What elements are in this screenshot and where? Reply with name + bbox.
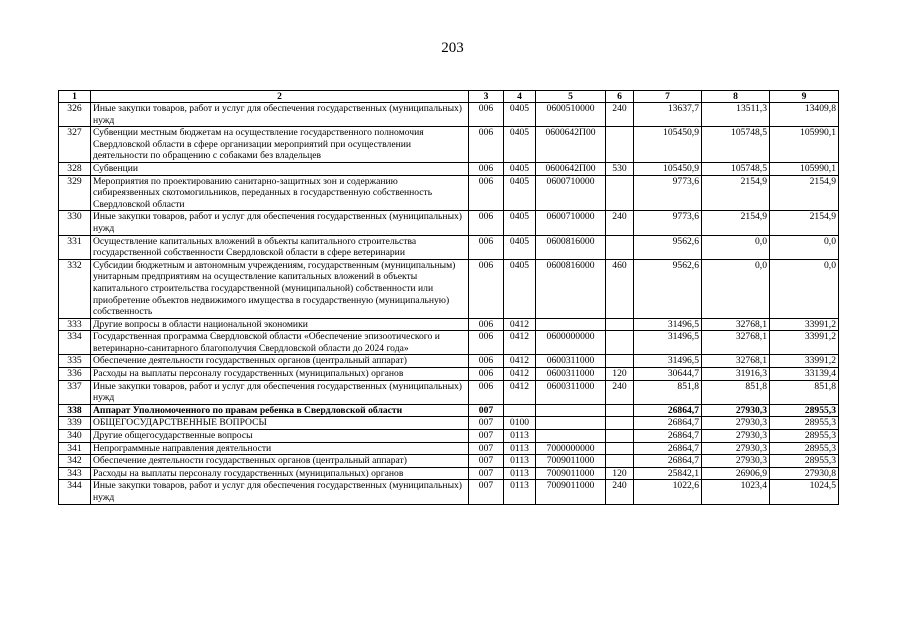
- row-amount-col9: 28955,3: [770, 417, 839, 430]
- row-description: ОБЩЕГОСУДАРСТВЕННЫЕ ВОПРОСЫ: [91, 417, 469, 430]
- row-code-expense-type: 240: [606, 211, 634, 235]
- row-number: 340: [59, 430, 91, 443]
- row-amount-col9: 0,0: [770, 259, 839, 318]
- table-header-row: [59, 91, 839, 103]
- row-code-grbs: 006: [469, 235, 504, 259]
- row-amount-col7: 26864,7: [634, 430, 702, 443]
- row-amount-col9: 851,8: [770, 380, 839, 404]
- table-row: [59, 417, 839, 430]
- row-amount-col7: 1022,6: [634, 480, 702, 504]
- row-amount-col9: 28955,3: [770, 455, 839, 468]
- table-row: [59, 162, 839, 175]
- row-amount-col8: 32768,1: [702, 318, 770, 331]
- row-amount-col7: 26864,7: [634, 442, 702, 455]
- column-header: 4: [504, 91, 536, 103]
- row-code-grbs: 006: [469, 162, 504, 175]
- row-number: 337: [59, 380, 91, 404]
- row-code-target: 0600510000: [536, 103, 606, 127]
- row-amount-col8: 27930,3: [702, 430, 770, 443]
- row-description: Субвенции: [91, 162, 469, 175]
- row-code-section: 0113: [504, 480, 536, 504]
- row-amount-col8: 13511,3: [702, 103, 770, 127]
- row-number: 343: [59, 467, 91, 480]
- row-code-grbs: 007: [469, 480, 504, 504]
- row-code-target: [536, 318, 606, 331]
- row-amount-col9: 33991,2: [770, 318, 839, 331]
- row-code-section: 0405: [504, 259, 536, 318]
- row-code-grbs: 006: [469, 355, 504, 368]
- column-header: 1: [59, 91, 91, 103]
- row-description: Государственная программа Свердловской области «Обеспечение эпизоотического и ветеринарно-санитарного благополучия Свердловской области до 2024 года»: [91, 331, 469, 355]
- row-code-grbs: 006: [469, 368, 504, 381]
- column-header: 5: [536, 91, 606, 103]
- row-code-section: 0412: [504, 318, 536, 331]
- row-amount-col9: 27930,8: [770, 467, 839, 480]
- row-code-section: 0405: [504, 162, 536, 175]
- row-code-expense-type: [606, 175, 634, 211]
- column-header: 2: [91, 91, 469, 103]
- row-amount-col9: 105990,1: [770, 162, 839, 175]
- row-description: Непрограммные направления деятельности: [91, 442, 469, 455]
- row-description: Расходы на выплаты персоналу государственных (муниципальных) органов: [91, 368, 469, 381]
- row-code-target: 7000000000: [536, 442, 606, 455]
- row-code-expense-type: [606, 355, 634, 368]
- row-description: Иные закупки товаров, работ и услуг для обеспечения государственных (муниципальных) нужд: [91, 380, 469, 404]
- row-code-section: 0412: [504, 380, 536, 404]
- table-row: [59, 211, 839, 235]
- row-amount-col8: 27930,3: [702, 442, 770, 455]
- row-number: 331: [59, 235, 91, 259]
- row-amount-col8: 27930,3: [702, 404, 770, 417]
- table-body: [59, 103, 839, 505]
- row-code-grbs: 007: [469, 442, 504, 455]
- row-description: Обеспечение деятельности государственных органов (центральный аппарат): [91, 455, 469, 468]
- row-number: 341: [59, 442, 91, 455]
- row-code-target: [536, 430, 606, 443]
- row-amount-col8: 851,8: [702, 380, 770, 404]
- row-code-target: [536, 417, 606, 430]
- row-description: Осуществление капитальных вложений в объекты капитального строительства государственной собственности Свердловской области в сфере ветеринарии: [91, 235, 469, 259]
- row-amount-col8: 0,0: [702, 235, 770, 259]
- row-code-target: 0600311000: [536, 368, 606, 381]
- row-code-expense-type: [606, 417, 634, 430]
- row-number: 332: [59, 259, 91, 318]
- row-code-expense-type: [606, 430, 634, 443]
- row-code-expense-type: [606, 442, 634, 455]
- row-description: Аппарат Уполномоченного по правам ребенка в Свердловской области: [91, 404, 469, 417]
- row-amount-col8: 0,0: [702, 259, 770, 318]
- row-code-section: 0412: [504, 368, 536, 381]
- row-amount-col8: 27930,3: [702, 455, 770, 468]
- budget-table: [58, 90, 839, 505]
- row-code-section: 0113: [504, 455, 536, 468]
- row-code-target: 0600311000: [536, 355, 606, 368]
- row-description: Иные закупки товаров, работ и услуг для обеспечения государственных (муниципальных) нужд: [91, 480, 469, 504]
- row-amount-col9: 1024,5: [770, 480, 839, 504]
- row-code-expense-type: 240: [606, 380, 634, 404]
- row-code-target: 0600311000: [536, 380, 606, 404]
- row-code-grbs: 006: [469, 127, 504, 163]
- row-code-grbs: 006: [469, 259, 504, 318]
- row-amount-col7: 9773,6: [634, 175, 702, 211]
- row-code-section: 0405: [504, 175, 536, 211]
- row-amount-col8: 2154,9: [702, 211, 770, 235]
- table-row: [59, 127, 839, 163]
- row-number: 334: [59, 331, 91, 355]
- row-number: 338: [59, 404, 91, 417]
- row-description: Субсидии бюджетным и автономным учреждениям, государственным (муниципальным) унитарным предприятиям на осуществление капитальных вложений в объекты капитального строительства государственной (муниципальной) собственности или приобретение объектов недвижимого имущества в государственную (муниципальную) собственность: [91, 259, 469, 318]
- row-number: 336: [59, 368, 91, 381]
- row-description: Другие вопросы в области национальной экономики: [91, 318, 469, 331]
- table-row: [59, 480, 839, 504]
- row-code-target: 0600642П00: [536, 127, 606, 163]
- row-amount-col8: 105748,5: [702, 127, 770, 163]
- row-number: 344: [59, 480, 91, 504]
- row-code-grbs: 007: [469, 467, 504, 480]
- row-amount-col7: 105450,9: [634, 162, 702, 175]
- row-amount-col8: 26906,9: [702, 467, 770, 480]
- row-code-section: 0113: [504, 430, 536, 443]
- row-code-target: 7009011000: [536, 480, 606, 504]
- row-amount-col8: 2154,9: [702, 175, 770, 211]
- row-code-section: 0412: [504, 355, 536, 368]
- row-number: 329: [59, 175, 91, 211]
- row-code-target: 0600000000: [536, 331, 606, 355]
- row-description: Иные закупки товаров, работ и услуг для обеспечения государственных (муниципальных) нужд: [91, 103, 469, 127]
- table-row: [59, 380, 839, 404]
- table-row: [59, 175, 839, 211]
- table-row: [59, 404, 839, 417]
- row-code-target: 7009011000: [536, 455, 606, 468]
- row-code-expense-type: [606, 235, 634, 259]
- table-row: [59, 259, 839, 318]
- table-row: [59, 455, 839, 468]
- row-amount-col8: 31916,3: [702, 368, 770, 381]
- row-amount-col7: 30644,7: [634, 368, 702, 381]
- row-amount-col7: 31496,5: [634, 355, 702, 368]
- row-amount-col7: 31496,5: [634, 331, 702, 355]
- row-amount-col7: 9562,6: [634, 235, 702, 259]
- row-code-section: 0113: [504, 467, 536, 480]
- row-code-section: 0405: [504, 127, 536, 163]
- row-code-section: 0405: [504, 211, 536, 235]
- row-amount-col8: 1023,4: [702, 480, 770, 504]
- row-code-expense-type: [606, 404, 634, 417]
- row-code-expense-type: [606, 318, 634, 331]
- row-code-section: 0412: [504, 331, 536, 355]
- row-description: Обеспечение деятельности государственных органов (центральный аппарат): [91, 355, 469, 368]
- row-code-target: 0600816000: [536, 235, 606, 259]
- row-number: 328: [59, 162, 91, 175]
- row-code-section: 0100: [504, 417, 536, 430]
- row-amount-col7: 9562,6: [634, 259, 702, 318]
- row-amount-col9: 13409,8: [770, 103, 839, 127]
- row-code-section: 0405: [504, 235, 536, 259]
- row-code-expense-type: 530: [606, 162, 634, 175]
- table-row: [59, 467, 839, 480]
- row-number: 330: [59, 211, 91, 235]
- row-amount-col9: 28955,3: [770, 404, 839, 417]
- row-amount-col9: 33991,2: [770, 331, 839, 355]
- table-row: [59, 442, 839, 455]
- row-amount-col7: 13637,7: [634, 103, 702, 127]
- row-code-grbs: 006: [469, 211, 504, 235]
- table-row: [59, 103, 839, 127]
- row-amount-col7: 851,8: [634, 380, 702, 404]
- row-amount-col7: 31496,5: [634, 318, 702, 331]
- row-code-grbs: 006: [469, 103, 504, 127]
- row-amount-col9: 28955,3: [770, 442, 839, 455]
- table-row: [59, 318, 839, 331]
- row-amount-col7: 105450,9: [634, 127, 702, 163]
- row-description: Другие общегосударственные вопросы: [91, 430, 469, 443]
- row-code-target: [536, 404, 606, 417]
- row-number: 326: [59, 103, 91, 127]
- row-amount-col8: 105748,5: [702, 162, 770, 175]
- row-amount-col7: 26864,7: [634, 404, 702, 417]
- row-amount-col9: 28955,3: [770, 430, 839, 443]
- row-amount-col8: 32768,1: [702, 331, 770, 355]
- row-amount-col9: 105990,1: [770, 127, 839, 163]
- row-amount-col8: 27930,3: [702, 417, 770, 430]
- column-header: 7: [634, 91, 702, 103]
- row-number: 333: [59, 318, 91, 331]
- row-code-grbs: 006: [469, 318, 504, 331]
- row-code-expense-type: 460: [606, 259, 634, 318]
- row-code-expense-type: 120: [606, 467, 634, 480]
- row-amount-col9: 2154,9: [770, 175, 839, 211]
- row-amount-col9: 33991,2: [770, 355, 839, 368]
- row-code-target: 7009011000: [536, 467, 606, 480]
- column-header: 6: [606, 91, 634, 103]
- row-code-target: 0600642П00: [536, 162, 606, 175]
- row-code-expense-type: [606, 127, 634, 163]
- table-row: [59, 430, 839, 443]
- row-code-target: 0600816000: [536, 259, 606, 318]
- row-number: 339: [59, 417, 91, 430]
- column-header: 3: [469, 91, 504, 103]
- table-row: [59, 331, 839, 355]
- row-amount-col7: 25842,1: [634, 467, 702, 480]
- row-description: Субвенции местным бюджетам на осуществление государственного полномочия Свердловской области в сфере организации мероприятий при осуществлении деятельности по обращению с собаками без владельцев: [91, 127, 469, 163]
- table-row: [59, 355, 839, 368]
- row-amount-col8: 32768,1: [702, 355, 770, 368]
- row-number: 327: [59, 127, 91, 163]
- row-code-section: 0113: [504, 442, 536, 455]
- row-amount-col7: 26864,7: [634, 455, 702, 468]
- row-amount-col7: 26864,7: [634, 417, 702, 430]
- row-amount-col9: 33139,4: [770, 368, 839, 381]
- row-number: 342: [59, 455, 91, 468]
- page-number: 203: [441, 40, 464, 56]
- row-code-section: 0405: [504, 103, 536, 127]
- row-code-grbs: 007: [469, 430, 504, 443]
- row-code-expense-type: [606, 455, 634, 468]
- row-code-target: 0600710000: [536, 211, 606, 235]
- column-header: 9: [770, 91, 839, 103]
- row-description: Мероприятия по проектированию санитарно-защитных зон и содержанию сибиреязвенных скотомогильников, переданных в государственную собственность Свердловской области: [91, 175, 469, 211]
- row-amount-col7: 9773,6: [634, 211, 702, 235]
- row-code-grbs: 007: [469, 404, 504, 417]
- row-code-target: 0600710000: [536, 175, 606, 211]
- row-code-expense-type: [606, 331, 634, 355]
- row-code-grbs: 006: [469, 380, 504, 404]
- row-code-grbs: 006: [469, 331, 504, 355]
- row-amount-col9: 0,0: [770, 235, 839, 259]
- column-header: 8: [702, 91, 770, 103]
- row-number: 335: [59, 355, 91, 368]
- table-row: [59, 368, 839, 381]
- row-code-grbs: 007: [469, 455, 504, 468]
- row-code-section: [504, 404, 536, 417]
- row-description: Расходы на выплаты персоналу государственных (муниципальных) органов: [91, 467, 469, 480]
- row-code-grbs: 007: [469, 417, 504, 430]
- row-code-expense-type: 240: [606, 480, 634, 504]
- row-code-expense-type: 120: [606, 368, 634, 381]
- row-code-expense-type: 240: [606, 103, 634, 127]
- row-amount-col9: 2154,9: [770, 211, 839, 235]
- row-description: Иные закупки товаров, работ и услуг для обеспечения государственных (муниципальных) нужд: [91, 211, 469, 235]
- row-code-grbs: 006: [469, 175, 504, 211]
- table-row: [59, 235, 839, 259]
